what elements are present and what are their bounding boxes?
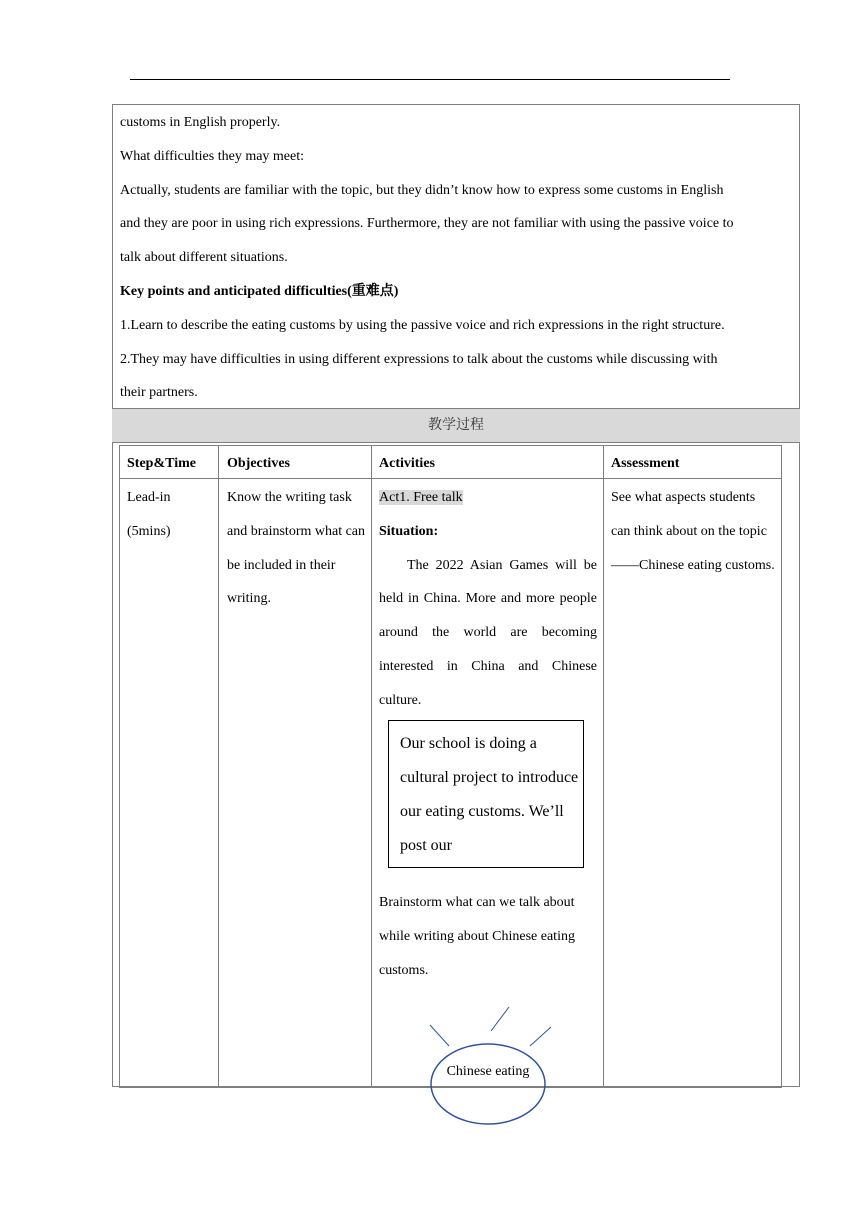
key-points-heading: Key points and anticipated difficulties(重难点) (120, 283, 399, 299)
key-point-line: their partners. (120, 385, 198, 401)
assessment-cell: See what aspects students can think about on the topic——Chinese eating customs. (611, 490, 775, 573)
key-point-line: 2.They may have difficulties in using different expressions to talk about the customs while discussing with (120, 351, 718, 367)
mindmap-branch (491, 1007, 509, 1031)
mindmap-branch (530, 1027, 551, 1046)
task-callout-box (388, 720, 584, 868)
activity-tag: Act1. Free talk (379, 490, 463, 505)
column-divider (603, 445, 604, 1088)
intro-line: talk about different situations. (120, 250, 288, 266)
header-divider (119, 478, 781, 479)
key-point-line: 1.Learn to describe the eating customs by using the passive voice and rich expressions in the right structure. (120, 317, 725, 333)
intro-line: What difficulties they may meet: (120, 148, 305, 164)
table-border (119, 445, 781, 446)
table-border (119, 445, 120, 1088)
activities-cell (379, 481, 597, 718)
table-border (781, 445, 782, 1088)
mindmap-branch (430, 1025, 449, 1046)
step-name: Lead-in (127, 490, 171, 505)
step-time: (5mins) (127, 523, 171, 539)
situation-label: Situation: (379, 523, 439, 539)
objectives-cell: Know the writing task and brainstorm what can be included in their writing. (227, 490, 366, 607)
header-activities: Activities (379, 456, 435, 471)
intro-line: customs in English properly. (120, 115, 281, 130)
header-assessment: Assessment (611, 456, 680, 471)
intro-section (120, 106, 792, 410)
brainstorm-text: Brainstorm what can we talk about while writing about Chinese eating customs. (379, 895, 575, 978)
column-divider (371, 445, 372, 1088)
intro-line: Actually, students are familiar with the topic, but they didn’t know how to express some customs in English (120, 182, 724, 198)
intro-line: and they are poor in using rich expressions. Furthermore, they are not familiar with using the passive voice to (120, 216, 734, 232)
column-divider (218, 445, 219, 1088)
situation-text: The 2022 Asian Games will be held in China. More and more people around the world are becoming interested in China and Chinese culture. (379, 557, 597, 708)
section-title-band: 教学过程 (112, 408, 800, 443)
step-time-cell (127, 481, 213, 549)
header-step-time: Step&Time (127, 456, 196, 471)
mindmap-center-label: Chinese eating (446, 1064, 530, 1079)
callout-text: Our school is doing a cultural project to introduce our eating customs. We’ll post our (400, 735, 579, 854)
header-rule (130, 79, 730, 80)
header-objectives: Objectives (227, 456, 290, 471)
